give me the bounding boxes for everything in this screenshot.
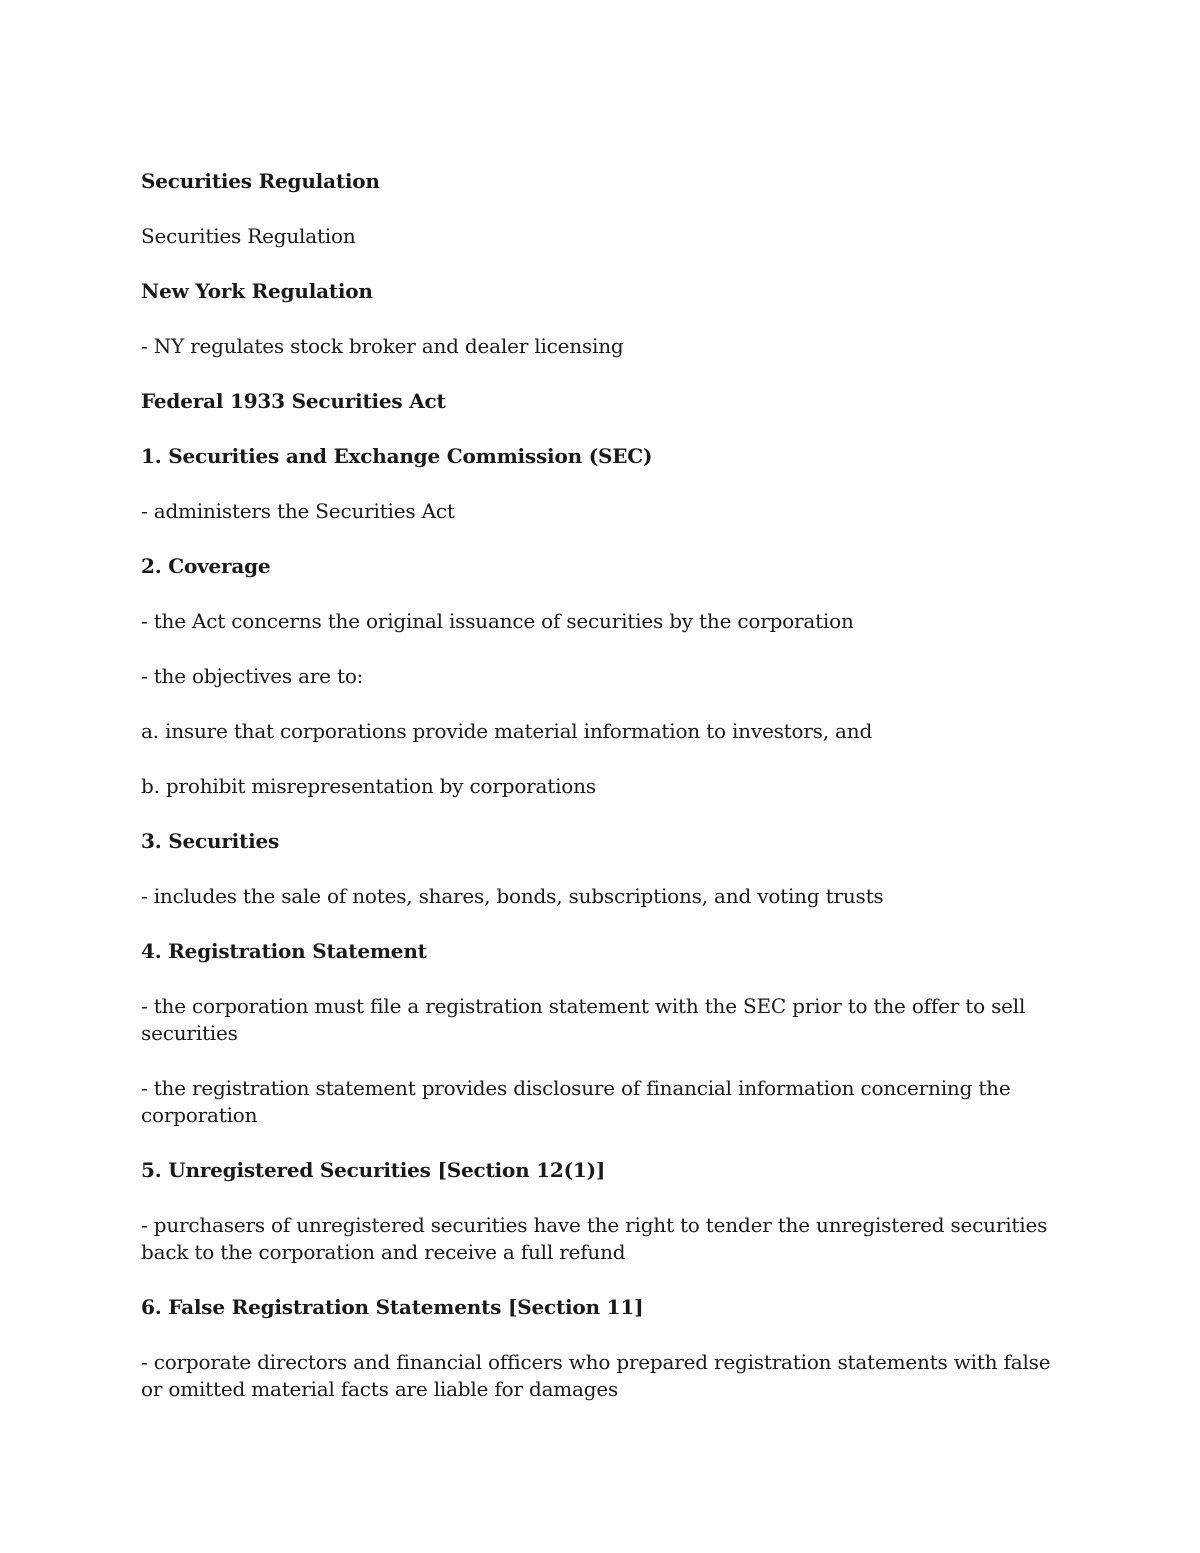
heading-new-york-regulation: New York Regulation [141,279,373,303]
body-paragraph: - the corporation must file a registration statement with the SEC prior to the offer to sell securities [141,994,1026,1045]
heading-registration-statement: 4. Registration Statement [141,939,427,963]
heading-coverage: 2. Coverage [141,554,271,578]
body-paragraph: - includes the sale of notes, shares, bonds, subscriptions, and voting trusts [141,884,884,908]
document-page [141,168,1061,1431]
heading-securities: 3. Securities [141,829,280,853]
body-paragraph: - corporate directors and financial officers who prepared registration statements with false or omitted material facts are liable for damages [141,1350,1051,1401]
body-paragraph: - purchasers of unregistered securities have the right to tender the unregistered securities back to the corporation and receive a full refund [141,1213,1048,1264]
body-paragraph: - the registration statement provides disclosure of financial information concerning the corporation [141,1076,1011,1127]
body-paragraph: - the Act concerns the original issuance of securities by the corporation [141,609,854,633]
heading-federal-securities-act: Federal 1933 Securities Act [141,389,446,413]
body-paragraph: - the objectives are to: [141,664,364,688]
list-item: a. insure that corporations provide material information to investors, and [141,719,873,743]
heading-unregistered-securities: 5. Unregistered Securities [Section 12(1)] [141,1158,606,1182]
document-title: Securities Regulation [141,169,380,193]
document-subtitle: Securities Regulation [141,224,356,248]
body-paragraph: - NY regulates stock broker and dealer licensing [141,334,624,358]
heading-sec: 1. Securities and Exchange Commission (SEC) [141,444,653,468]
list-item: b. prohibit misrepresentation by corporations [141,774,596,798]
body-paragraph: - administers the Securities Act [141,499,455,523]
heading-false-registration-statements: 6. False Registration Statements [Section 11] [141,1295,644,1319]
